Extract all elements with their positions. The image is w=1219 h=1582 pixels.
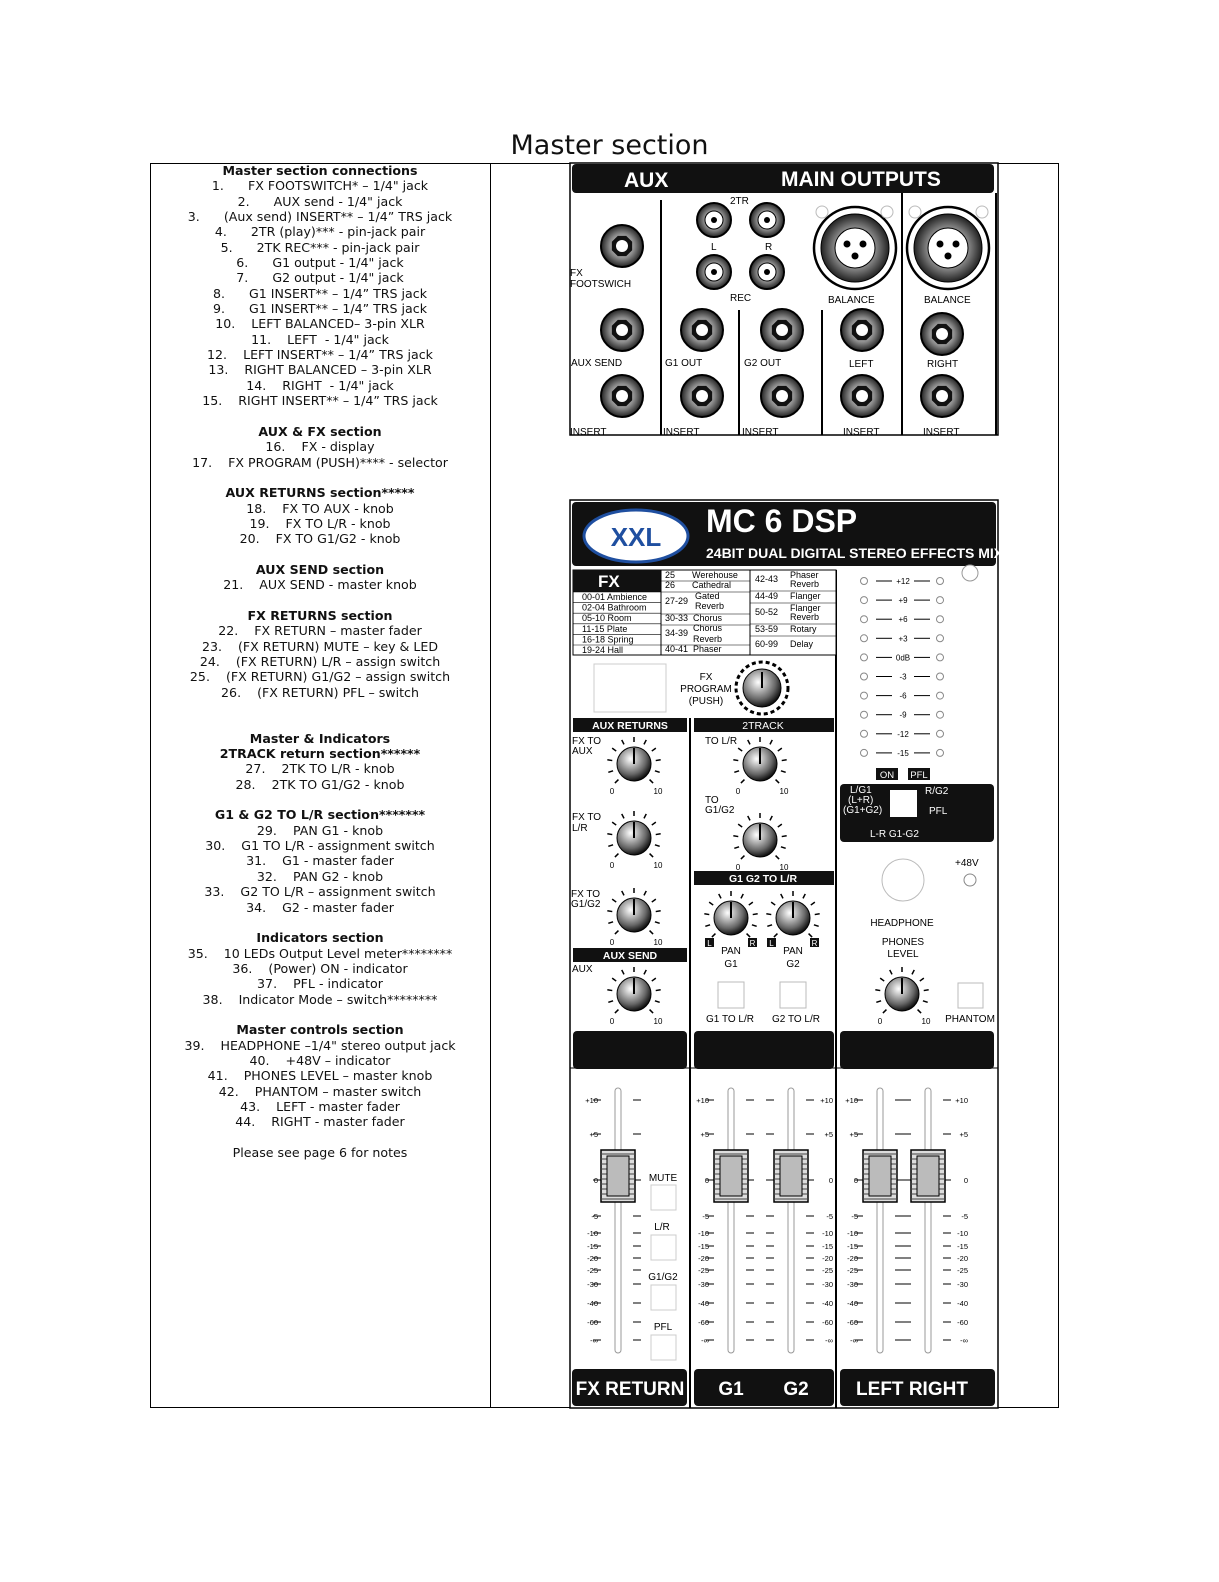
list-item: 38. Indicator Mode – switch******** <box>202 991 438 1007</box>
fader-scale-label: -15 <box>822 1242 833 1251</box>
list-item: 22. FX RETURN – master fader <box>218 623 422 639</box>
brand-subtitle: 24BIT DUAL DIGITAL STEREO EFFECTS MIXER <box>706 545 1023 561</box>
right-xlr[interactable] <box>907 207 989 289</box>
fx-preset-text: 44-49 <box>755 591 779 601</box>
fader-scale-label: -15 <box>957 1242 968 1251</box>
list-item: 19. FX TO L/R - knob <box>249 515 391 531</box>
svg-text:+48V: +48V <box>955 858 979 869</box>
g2-out-jack[interactable] <box>761 309 803 351</box>
pfl-switch[interactable] <box>651 1335 676 1360</box>
list-item: 25. (FX RETURN) G1/G2 – assign switch <box>189 669 451 685</box>
svg-text:10: 10 <box>779 787 789 796</box>
fx-preset-text: 40-41 <box>665 644 689 654</box>
svg-text:G1: G1 <box>724 959 738 970</box>
svg-text:0: 0 <box>609 1017 615 1026</box>
label-footswitch: FOOTSWICH <box>570 279 632 290</box>
meter-mark: 0dB <box>895 653 911 663</box>
fx-preset-text: Chorus <box>693 623 723 633</box>
section-heading: Indicators section <box>256 930 384 946</box>
section-heading: FX RETURNS section <box>247 607 393 623</box>
aux-send-jack[interactable] <box>601 309 643 351</box>
fx-preset-text: 05-10 Room <box>582 613 632 624</box>
svg-text:L/G1: L/G1 <box>850 785 872 796</box>
meter-mark: -15 <box>897 748 909 758</box>
section-subheading: 2TRACK return section****** <box>219 746 421 762</box>
fx-preset-text: Werehouse <box>692 570 738 580</box>
svg-text:L: L <box>769 939 774 948</box>
svg-text:LEVEL: LEVEL <box>887 949 919 960</box>
fader-scale-label: +5 <box>589 1130 598 1139</box>
svg-text:(PUSH): (PUSH) <box>688 696 724 707</box>
fader-scale-label: +10 <box>820 1096 833 1105</box>
g2-insert-jack[interactable] <box>761 375 803 417</box>
fader-scale-label: -10 <box>587 1229 598 1238</box>
brand-name: MC 6 DSP <box>706 503 858 539</box>
fx-footswitch-jack[interactable] <box>601 225 643 267</box>
svg-text:PFL: PFL <box>929 806 948 817</box>
fx-preset-text: 60-99 <box>755 639 779 649</box>
fx-preset-text: Reverb <box>790 579 820 589</box>
svg-text:R/G2: R/G2 <box>925 786 949 797</box>
on-indicator: ON <box>879 770 895 781</box>
phantom-48v-led <box>964 874 976 886</box>
fx-preset-text: 42-43 <box>755 574 779 584</box>
fader-scale-label: +10 <box>585 1096 598 1105</box>
list-item: 23. (FX RETURN) MUTE – key & LED <box>201 638 439 654</box>
label-g1-out: G1 OUT <box>665 358 703 369</box>
list-item: 21. AUX SEND - master knob <box>223 577 417 593</box>
label-right: RIGHT <box>927 359 959 370</box>
fader-scale-label: 0 <box>963 1176 968 1185</box>
fader-scale-label: -40 <box>698 1299 709 1308</box>
fader-scale-label: -30 <box>957 1280 968 1289</box>
fader-scale-label: -10 <box>957 1229 968 1238</box>
svg-text:L/R: L/R <box>654 1222 670 1233</box>
fader-scale-label: -40 <box>847 1299 858 1308</box>
label-insert: INSERT <box>570 427 607 438</box>
fader-scale-label: -25 <box>847 1266 858 1275</box>
svg-text:PAN: PAN <box>721 946 741 957</box>
section-heading: Master & Indicators <box>249 730 391 746</box>
track2-header: 2TRACK <box>742 720 784 732</box>
fx-preset-text: 02-04 Bathroom <box>582 602 647 613</box>
fx-preset-text: Phaser <box>693 644 722 654</box>
svg-text:0: 0 <box>877 1017 883 1026</box>
g2-label: G2 <box>783 1379 809 1400</box>
right-jack[interactable] <box>921 313 963 355</box>
label-insert: INSERT <box>843 427 880 438</box>
fader-scale-label: -5 <box>961 1212 968 1221</box>
list-item: 30. G1 TO L/R - assignment switch <box>205 838 435 854</box>
list-item: 11. LEFT - 1/4" jack <box>251 331 389 347</box>
fader-scale-label: -30 <box>587 1280 598 1289</box>
fader-scale-label: -25 <box>698 1266 709 1275</box>
svg-text:10: 10 <box>653 787 663 796</box>
list-item: 20. FX TO G1/G2 - knob <box>239 531 401 547</box>
fader-scale-label: -20 <box>698 1254 709 1263</box>
rec-left-rca[interactable] <box>697 255 731 289</box>
list-item: 40. +48V – indicator <box>249 1052 391 1068</box>
section-heading: AUX & FX section <box>258 423 382 439</box>
fader-scale-label: -25 <box>957 1266 968 1275</box>
svg-text:TO L/R: TO L/R <box>705 736 738 747</box>
left-jack[interactable] <box>841 309 883 351</box>
section-heading: Master section connections <box>222 163 418 178</box>
fader-scale-label: -30 <box>847 1280 858 1289</box>
list-item: 9. G1 INSERT** – 1/4” TRS jack <box>213 301 427 317</box>
svg-text:0: 0 <box>735 863 741 872</box>
fader-scale-label: -25 <box>587 1266 598 1275</box>
svg-text:G1/G2: G1/G2 <box>571 899 601 910</box>
fx-preset-text: 34-39 <box>665 628 689 638</box>
fx-preset-text: Delay <box>790 639 814 649</box>
svg-text:PHANTOM: PHANTOM <box>945 1014 995 1025</box>
svg-text:G1/G2: G1/G2 <box>648 1272 678 1283</box>
g1g2-assign-switch[interactable] <box>651 1285 676 1310</box>
2tr-left-rca[interactable] <box>697 203 731 237</box>
fader-scale-label: -20 <box>847 1254 858 1263</box>
aux-header: AUX <box>624 169 669 192</box>
meter-mark: +3 <box>898 634 908 644</box>
list-item: 4. 2TR (play)*** - pin-jack pair <box>214 224 426 240</box>
fader-scale-label: +5 <box>959 1130 968 1139</box>
fader-scale-label: +10 <box>845 1096 858 1105</box>
fader-scale-label: -∞ <box>825 1336 833 1345</box>
svg-text:0: 0 <box>609 787 615 796</box>
headphone-jack[interactable] <box>882 859 924 901</box>
fx-preset-text: 30-33 <box>665 613 689 623</box>
section-heading: G1 & G2 TO L/R section******* <box>214 807 426 823</box>
fader-scale-label: -∞ <box>850 1336 858 1345</box>
list-item: 3. (Aux send) INSERT** – 1/4” TRS jack <box>187 209 453 225</box>
fader-scale-label: -5 <box>826 1212 833 1221</box>
fader-scale-label: -20 <box>957 1254 968 1263</box>
list-item: 39. HEADPHONE –1/4" stereo output jack <box>184 1037 456 1053</box>
fx-preset-text: Reverb <box>790 612 820 622</box>
fx-preset-text: 16-18 Spring <box>582 634 634 645</box>
meter-mark: -9 <box>899 710 907 720</box>
fx-preset-text: Flanger <box>790 603 821 613</box>
svg-text:L: L <box>707 939 712 948</box>
fader-scale-label: 0 <box>704 1176 709 1185</box>
label-r: R <box>765 242 773 253</box>
indicator-mode-switch[interactable] <box>890 790 917 817</box>
mute-key[interactable] <box>651 1185 676 1210</box>
label-g2-out: G2 OUT <box>744 358 782 369</box>
fader-scale-label: -60 <box>587 1318 598 1327</box>
list-item: 17. FX PROGRAM (PUSH)**** - selector <box>192 454 448 470</box>
svg-text:10: 10 <box>779 863 789 872</box>
svg-text:PROGRAM: PROGRAM <box>680 684 732 695</box>
page-title: Master section <box>510 130 709 161</box>
fader-scale-label: +5 <box>849 1130 858 1139</box>
fader-scale-label: +5 <box>824 1130 833 1139</box>
svg-text:MUTE: MUTE <box>648 1173 678 1184</box>
svg-text:PFL: PFL <box>653 1322 673 1333</box>
section-heading: Master controls section <box>236 1022 404 1038</box>
fx-preset-text: Phaser <box>790 570 819 580</box>
svg-text:FX TO: FX TO <box>572 812 602 823</box>
g1-to-lr-switch[interactable] <box>718 982 744 1008</box>
svg-text:G2: G2 <box>786 959 800 970</box>
fader-scale-label: -60 <box>822 1318 833 1327</box>
fx-preset-text: Chorus <box>693 613 723 623</box>
fx-return-label: FX RETURN <box>575 1379 685 1400</box>
svg-text:(G1+G2): (G1+G2) <box>843 805 883 816</box>
svg-text:0: 0 <box>735 787 741 796</box>
fader-scale-label: -20 <box>822 1254 833 1263</box>
label-insert: INSERT <box>923 427 960 438</box>
list-item: 31. G1 - master fader <box>246 853 394 869</box>
fader-scale-label: -20 <box>587 1254 598 1263</box>
svg-text:(L+R): (L+R) <box>848 795 874 806</box>
meter-top-led <box>962 565 978 581</box>
svg-text:FX: FX <box>699 672 713 683</box>
list-item: 32. PAN G2 - knob <box>256 868 384 884</box>
fader-scale-label: -5 <box>591 1212 598 1221</box>
label-aux-send: AUX SEND <box>571 358 623 369</box>
meter-mark: -12 <box>897 729 909 739</box>
fader-scale-label: +10 <box>955 1096 968 1105</box>
section-heading: AUX SEND section <box>255 561 385 577</box>
fx-preset-text: 27-29 <box>665 596 689 606</box>
list-item: 14. RIGHT - 1/4" jack <box>246 377 394 393</box>
list-item: 33. G2 TO L/R – assignment switch <box>204 884 436 900</box>
list-item: 15. RIGHT INSERT** – 1/4” TRS jack <box>202 393 438 409</box>
fader-scale-label: +10 <box>696 1096 709 1105</box>
list-item: 12. LEFT INSERT** – 1/4” TRS jack <box>207 347 433 363</box>
g1-insert-jack[interactable] <box>681 375 723 417</box>
label-balance-right: BALANCE <box>924 295 971 306</box>
xxl-logo-text: XXL <box>610 522 662 552</box>
label-2tr: 2TR <box>730 196 749 207</box>
meter-mark: -6 <box>899 691 907 701</box>
fader-scale-label: -15 <box>847 1242 858 1251</box>
right-insert-jack[interactable] <box>921 375 963 417</box>
fader-scale-label: -40 <box>957 1299 968 1308</box>
fader-scale-label: -15 <box>587 1242 598 1251</box>
fader-scale-label: -60 <box>957 1318 968 1327</box>
svg-text:AUX: AUX <box>572 964 593 975</box>
fader-scale-label: -10 <box>698 1229 709 1238</box>
fx-preset-text: 26 <box>665 580 676 590</box>
fader-scale-label: -10 <box>822 1229 833 1238</box>
fader-scale-label: -∞ <box>701 1336 709 1345</box>
rec-right-rca[interactable] <box>750 255 784 289</box>
list-item: 10. LEFT BALANCED– 3-pin XLR <box>215 316 425 332</box>
fx-preset-table <box>573 570 836 655</box>
fx-preset-text: 25 <box>665 570 676 580</box>
list-item: 18. FX TO AUX - knob <box>246 500 394 516</box>
left-xlr[interactable] <box>814 207 896 289</box>
fader-scale-label: -5 <box>702 1212 709 1221</box>
fader-scale-label: -10 <box>847 1229 858 1238</box>
svg-text:10: 10 <box>921 1017 931 1026</box>
svg-text:G1/G2: G1/G2 <box>705 805 735 816</box>
g1g2-to-lr-header: G1 G2 TO L/R <box>728 873 798 885</box>
fader-scale-label: -40 <box>587 1299 598 1308</box>
fx-preset-text: Rotary <box>790 624 817 634</box>
fx-preset-text: Gated <box>695 591 720 601</box>
fader-scale-label: -60 <box>698 1318 709 1327</box>
g1-label: G1 <box>718 1379 744 1400</box>
footnote: Please see page 6 for notes <box>232 1145 408 1160</box>
pfl-indicator: PFL <box>910 770 928 781</box>
list-item: 1. FX FOOTSWITCH* – 1/4" jack <box>211 178 429 194</box>
list-item: 35. 10 LEDs Output Level meter******** <box>187 945 453 961</box>
fader-scale-label: 0 <box>593 1176 598 1185</box>
list-item: 44. RIGHT - master fader <box>235 1114 405 1130</box>
list-item: 43. LEFT - master fader <box>240 1098 400 1114</box>
fx-preset-text: Reverb <box>695 601 725 611</box>
fx-preset-text: Cathedral <box>692 580 732 590</box>
fx-display-label: FX <box>598 572 620 591</box>
fx-preset-text: Flanger <box>790 591 821 601</box>
list-item: 42. PHANTOM – master switch <box>218 1083 422 1099</box>
left-insert-jack[interactable] <box>841 375 883 417</box>
svg-text:G2 TO L/R: G2 TO L/R <box>772 1014 820 1025</box>
svg-text:L/R: L/R <box>572 823 588 834</box>
list-item: 27. 2TK TO L/R - knob <box>245 761 395 777</box>
svg-text:TO: TO <box>705 795 719 806</box>
list-item: 29. PAN G1 - knob <box>256 822 384 838</box>
left-right-label: LEFT RIGHT <box>856 1379 968 1400</box>
label-insert: INSERT <box>663 427 700 438</box>
fx-preset-text: 50-52 <box>755 607 779 617</box>
rear-connector-panel <box>570 163 998 438</box>
fader-scale-label: -15 <box>698 1242 709 1251</box>
list-item: 13. RIGHT BALANCED – 3-pin XLR <box>208 362 432 378</box>
list-item: 16. FX - display <box>265 439 375 455</box>
label-rec: REC <box>730 293 752 304</box>
svg-text:PAN: PAN <box>783 946 803 957</box>
lr-assign-switch[interactable] <box>651 1235 676 1260</box>
list-item: 36. (Power) ON - indicator <box>232 960 408 976</box>
svg-text:0: 0 <box>609 861 615 870</box>
svg-text:FX TO: FX TO <box>572 736 602 747</box>
list-item: 41. PHONES LEVEL – master knob <box>207 1068 433 1084</box>
list-item: 5. 2TK REC*** - pin-jack pair <box>220 239 420 255</box>
list-item: 8. G1 INSERT** – 1/4” TRS jack <box>213 285 427 301</box>
list-item: 26. (FX RETURN) PFL – switch <box>221 684 419 700</box>
svg-text:10: 10 <box>653 1017 663 1026</box>
list-item: 7. G2 output - 1/4" jack <box>236 270 404 286</box>
fader-scale-label: -5 <box>851 1212 858 1221</box>
2tr-right-rca[interactable] <box>750 203 784 237</box>
list-item: 34. G2 - master fader <box>246 899 394 915</box>
label-left: LEFT <box>849 359 874 370</box>
label-insert: INSERT <box>742 427 779 438</box>
svg-text:L-R G1-G2: L-R G1-G2 <box>870 829 919 840</box>
main-outputs-header: MAIN OUTPUTS <box>781 168 941 191</box>
aux-returns-header: AUX RETURNS <box>592 720 668 732</box>
fader-scale-label: 0 <box>828 1176 833 1185</box>
fx-preset-text: 00-01 Ambience <box>582 592 648 602</box>
fader-scale-label: -∞ <box>590 1336 598 1345</box>
svg-text:0: 0 <box>609 938 615 947</box>
fx-preset-text: Reverb <box>693 634 723 644</box>
list-item: 6. G1 output - 1/4" jack <box>236 255 404 271</box>
g1-out-jack[interactable] <box>681 309 723 351</box>
svg-text:AUX: AUX <box>572 746 593 757</box>
meter-mark: +9 <box>898 596 908 606</box>
list-item: 24. (FX RETURN) L/R – assign switch <box>199 654 441 669</box>
fader-scale-label: 0 <box>853 1176 858 1185</box>
label-l: L <box>711 242 717 253</box>
fx-preset-text: 19-24 Hall <box>582 645 624 655</box>
meter-mark: +6 <box>898 615 908 625</box>
fader-scale-label: -60 <box>847 1318 858 1327</box>
list-item: 37. PFL - indicator <box>257 976 383 992</box>
fader-scale-label: -40 <box>822 1299 833 1308</box>
svg-text:R: R <box>749 939 756 948</box>
svg-text:HEADPHONE: HEADPHONE <box>870 918 934 929</box>
fader-scale-label: +5 <box>700 1130 709 1139</box>
fx-preset-text: 11-15 Plate <box>582 623 628 634</box>
fader-scale-label: -30 <box>822 1280 833 1289</box>
aux-send-header: AUX SEND <box>602 950 658 962</box>
phantom-switch[interactable] <box>958 983 983 1008</box>
list-item: 28. 2TK TO G1/G2 - knob <box>235 776 405 792</box>
meter-mark: -3 <box>899 672 907 682</box>
label-fx: FX <box>570 268 583 279</box>
svg-text:R: R <box>811 939 818 948</box>
svg-text:10: 10 <box>653 938 663 947</box>
fader-scale-label: -25 <box>822 1266 833 1275</box>
svg-text:PHONES: PHONES <box>881 937 925 948</box>
fader-scale-label: -∞ <box>960 1336 968 1345</box>
fx-preset-text: 53-59 <box>755 624 779 634</box>
mixer-top-panel <box>570 500 1023 1408</box>
section-heading: AUX RETURNS section***** <box>225 485 415 501</box>
g2-to-lr-switch[interactable] <box>780 982 806 1008</box>
svg-text:10: 10 <box>653 861 663 870</box>
aux-insert-jack[interactable] <box>601 375 643 417</box>
meter-mark: +12 <box>896 577 910 586</box>
fader-scale-label: -30 <box>698 1280 709 1289</box>
list-item: 2. AUX send - 1/4" jack <box>237 193 403 209</box>
label-balance-left: BALANCE <box>828 295 875 306</box>
svg-text:G1 TO L/R: G1 TO L/R <box>706 1014 754 1025</box>
svg-text:FX TO: FX TO <box>571 889 601 900</box>
